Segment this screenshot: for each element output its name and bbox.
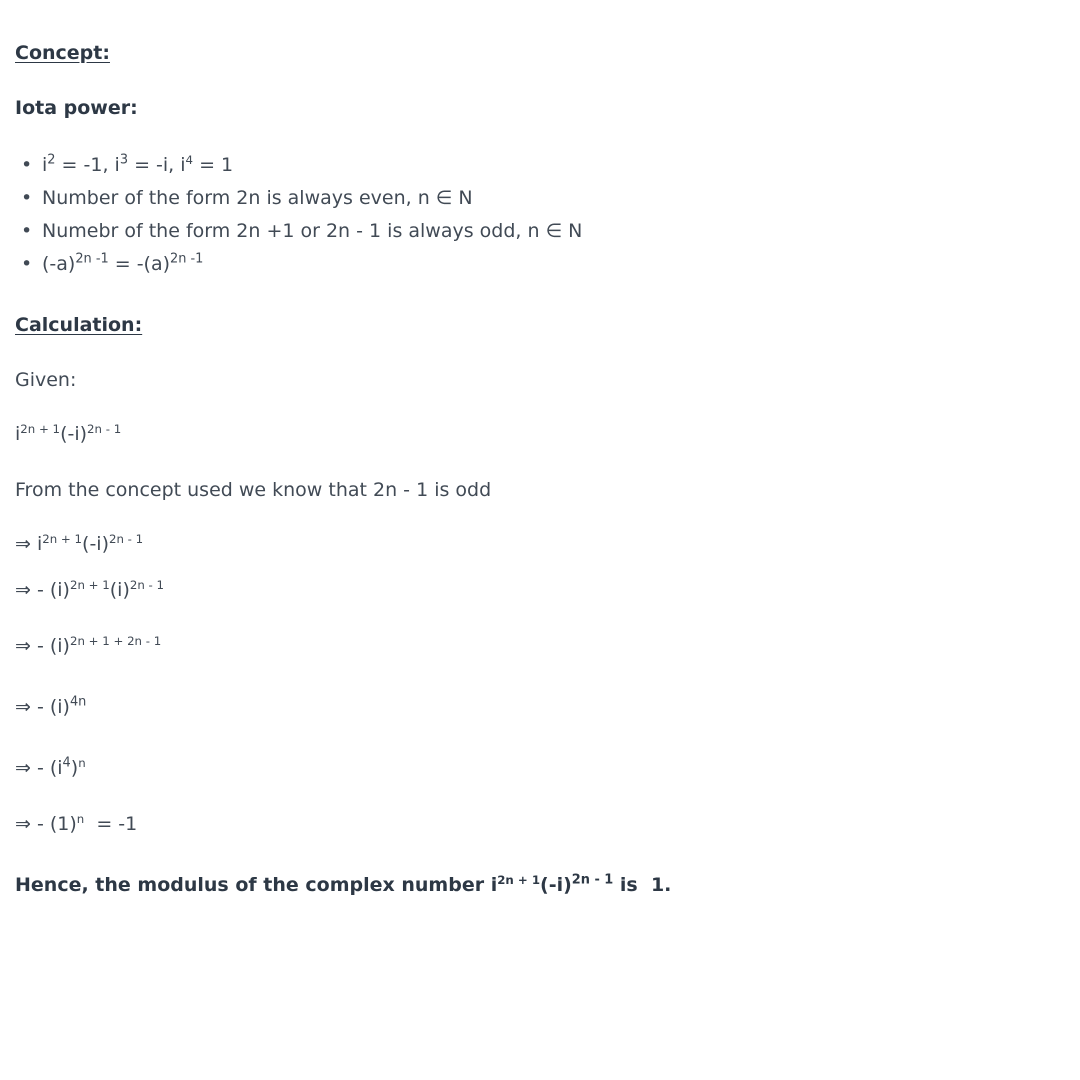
text: ⇒ - (i <box>15 757 63 779</box>
step-1 <box>15 532 143 556</box>
concept-heading: Concept: <box>15 42 110 64</box>
given-label: Given: <box>15 369 77 391</box>
concept-note: From the concept used we know that 2n - 1 is odd <box>15 479 492 501</box>
text: Numebr of the form 2n +1 or 2n - 1 is always odd, n ∈ N <box>42 220 583 242</box>
step-6 <box>15 812 137 836</box>
text: = -i, i <box>128 154 186 176</box>
list-item <box>15 186 582 219</box>
text: ⇒ i <box>15 533 43 555</box>
exponent: 4n <box>69 694 87 710</box>
exponent: 4 <box>185 152 194 167</box>
exponent: 2n - 1 <box>571 872 614 888</box>
given-expression <box>15 422 121 446</box>
text: ⇒ - (1) <box>15 813 77 835</box>
text: i <box>15 423 21 445</box>
text: ⇒ - (i) <box>15 696 70 718</box>
list-item <box>15 252 582 285</box>
text: = 1 <box>193 154 234 176</box>
text: (-i) <box>60 423 88 445</box>
exponent: 2n - 1 <box>87 421 122 436</box>
exponent: 2 <box>47 152 56 168</box>
exponent: 2n + 1 <box>20 421 61 436</box>
step-3 <box>15 634 161 658</box>
list-item <box>15 219 582 252</box>
list-item <box>15 153 582 186</box>
text: ⇒ - (i) <box>15 635 70 657</box>
conclusion <box>15 873 671 897</box>
exponent: 4 <box>62 755 71 771</box>
exponent: 2n -1 <box>75 251 109 267</box>
step-4 <box>15 695 86 719</box>
step-2 <box>15 578 164 602</box>
exponent: 2n + 1 <box>42 531 83 546</box>
text: (-i) <box>82 533 109 555</box>
exponent: 2n - 1 <box>129 577 165 592</box>
exponent: 2n + 1 <box>497 872 541 887</box>
exponent: n <box>78 755 86 770</box>
text: (-a) <box>42 253 76 275</box>
exponent: 2n - 1 <box>109 531 144 546</box>
text: Number of the form 2n is always even, n ∈ N <box>42 187 473 209</box>
exponent: 2n + 1 + 2n - 1 <box>69 633 162 648</box>
concept-bullet-list <box>15 153 582 285</box>
text: = -1 <box>84 813 138 835</box>
exponent: 2n -1 <box>170 251 204 267</box>
text: = -(a) <box>108 253 171 275</box>
text: = -1, i <box>55 154 120 176</box>
text: is 1. <box>613 874 672 896</box>
exponent: 3 <box>119 152 129 168</box>
exponent: 2n + 1 <box>69 577 110 592</box>
iota-power-subheading: Iota power: <box>15 97 138 119</box>
step-5 <box>15 756 86 780</box>
text: (i) <box>109 579 130 601</box>
calculation-heading: Calculation: <box>15 314 143 336</box>
text: ) <box>70 757 79 779</box>
text: ⇒ - (i) <box>15 579 70 601</box>
text: (-i) <box>540 874 572 896</box>
text: Hence, the modulus of the complex number i <box>15 874 498 896</box>
text: i <box>42 154 48 176</box>
exponent: n <box>76 811 85 826</box>
